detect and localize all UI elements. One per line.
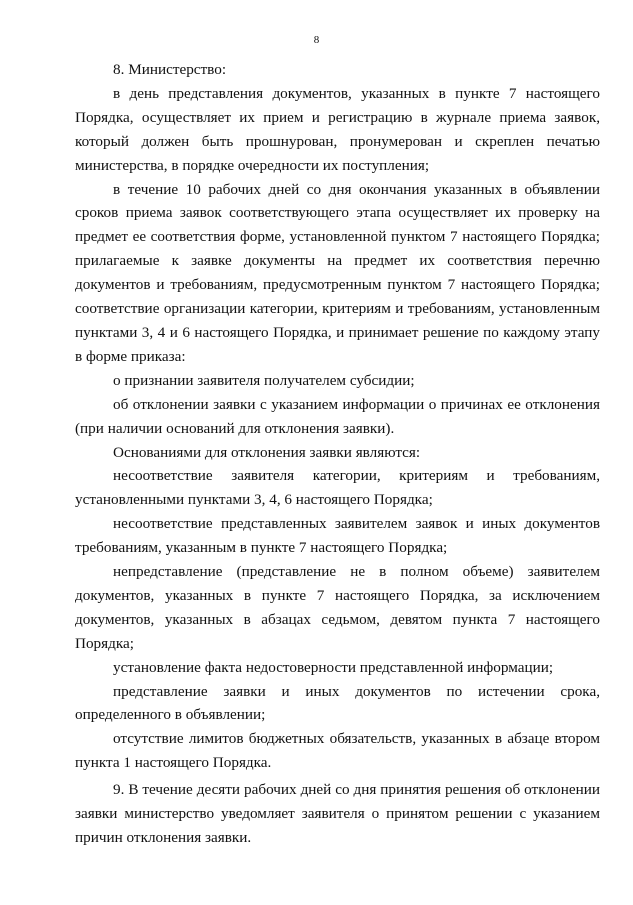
paragraph-ground-noncompliance-applicant: несоответствие заявителя категории, критериям и требованиям, установленными пунктами 3, 4, 6 настоящего Порядка; <box>75 467 600 509</box>
page-number: 8 <box>313 34 320 46</box>
document-body <box>75 58 600 850</box>
paragraph-ground-late-submission: представление заявки и иных документов по истечении срока, определенного в объявлении; <box>75 682 600 724</box>
paragraph-ground-false-information: установление факта недостоверности представленной информации; <box>113 658 554 676</box>
paragraph-decision-rejection: об отклонении заявки с указанием информации о причинах ее отклонения (при наличии оснований для отклонения заявки). <box>75 395 600 437</box>
paragraph-document-acceptance: в день представления документов, указанных в пункте 7 настоящего Порядка, осуществляет их прием и регистрацию в журнале приема заявок, который должен быть прошнурован, пронумерован и скреплен печатью министерства, в порядке очередности их поступления; <box>75 84 600 174</box>
paragraph-rejection-grounds-heading: Основаниями для отклонения заявки являются: <box>113 443 421 461</box>
paragraph-ground-noncompliance-documents: несоответствие представленных заявителем заявок и иных документов требованиям, указанным в пункте 7 настоящего Порядка; <box>75 515 600 557</box>
paragraph-ground-missing-documents: непредставление (представление не в полном объеме) заявителем документов, указанных в пункте 7 настоящего Порядка, за исключением документов, указанных в абзацах седьмом, девятом пункта 7 настоящего Порядка; <box>75 563 600 652</box>
paragraph-section-9: 9. В течение десяти рабочих дней со дня принятия решения об отклонении заявки министерство уведомляет заявителя о принятом решении с указанием причин отклонения заявки. <box>75 781 600 846</box>
paragraph-section-8-heading: 8. Министерство: <box>113 61 227 78</box>
paragraph-application-review: в течение 10 рабочих дней со дня окончания указанных в объявлении сроков приема заявок соответствующего этапа осуществляет их проверку на предмет ее соответствия форме, установленной пунктом 7 настоящего Порядка; прилагаемые к заявке документы на предмет их соответствия перечню документов и требованиям, предусмотренным пунктом 7 настоящего Порядка; соответствие организации категории, критериям и требованиям, установленным пунктами 3, 4 и 6 настоящего Порядка, и принимает решение по каждому этапу в форме приказа: <box>75 180 600 365</box>
paragraph-ground-no-budget-limits: отсутствие лимитов бюджетных обязательств, указанных в абзаце втором пункта 1 настоящего Порядка. <box>75 730 600 772</box>
paragraph-decision-recipient: о признании заявителя получателем субсидии; <box>113 371 415 389</box>
